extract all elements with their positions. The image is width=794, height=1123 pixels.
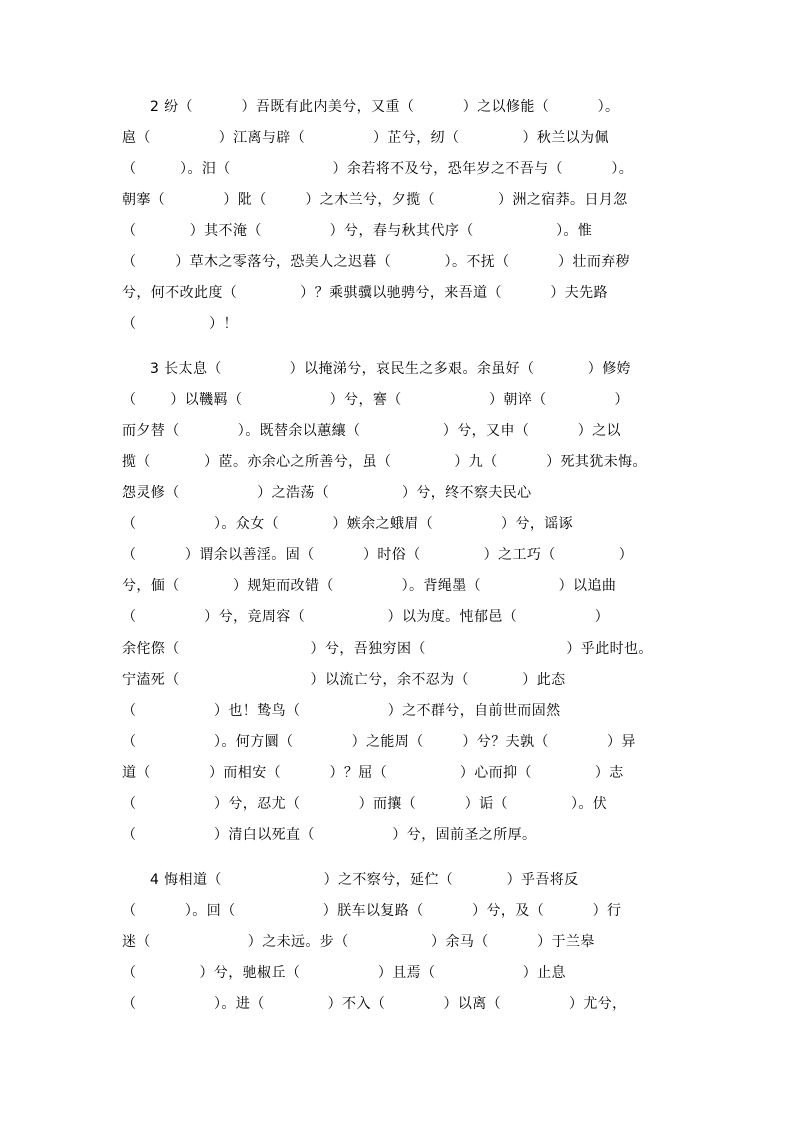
section-3-line-7: （ ）谓余以善淫。固（ ）时俗（ ）之工巧（ ）: [122, 547, 634, 563]
section-4-line-1: 4 悔相道（ ）之不察兮，延伫（ ）乎吾将反: [150, 872, 579, 888]
section-2-line-7: 兮，何不改此度（ ）？乘骐骥以驰骋兮，来吾道（ ）夫先路: [122, 285, 608, 301]
section-3-line-5: 怨灵修（ ）之浩荡（ ）兮，终不察夫民心: [122, 485, 532, 501]
section-4-line-3: 迷（ ）之未远。步（ ）余马（ ）于兰皋: [122, 934, 595, 950]
section-2-line-4: 朝搴（ ）阰（ ）之木兰兮，夕揽（ ）洲之宿莽。日月忽: [122, 192, 628, 208]
section-3-line-15: （ ）兮，忍尤（ ）而攘（ ）诟（ ）。伏: [122, 796, 608, 812]
section-3-line-1: 3 长太息（ ）以掩涕兮，哀民生之多艰。余虽好（ ）修姱: [150, 361, 632, 377]
section-3-line-3: 而夕替（ ）。既替余以蕙纕（ ）兮，又申（ ）之以: [122, 423, 621, 439]
section-3-line-11: 宁溘死（ ）以流亡兮，余不忍为（ ）此态: [122, 672, 566, 688]
section-3-line-16: （ ）清白以死直（ ）兮，固前圣之所厚。: [122, 827, 537, 843]
section-3-line-13: （ ）。何方圜（ ）之能周（ ）兮？夫孰（ ）异: [122, 734, 636, 750]
section-2-line-6: （ ）草木之零落兮，恐美人之迟暮（ ）。不抚（ ）壮而弃秽: [122, 254, 631, 270]
section-3-line-6: （ ）。众女（ ）嫉余之蛾眉（ ）兮，谣诼: [122, 516, 574, 532]
section-3-line-12: （ ）也！鸷鸟（ ）之不群兮，自前世而固然: [122, 703, 561, 719]
section-2-line-3: （ ）。汨（ ）余若将不及兮，恐年岁之不吾与（ ）。: [122, 161, 634, 177]
section-2-line-5: （ ）其不淹（ ）兮，春与秋其代序（ ）。惟: [122, 223, 593, 239]
section-3-line-4: 揽（ ）茝。亦余心之所善兮，虽（ ）九（ ）死其犹未悔。: [122, 454, 647, 470]
section-3-line-8: 兮，偭（ ）规矩而改错（ ）。背绳墨（ ）以追曲: [122, 578, 617, 594]
section-4-line-4: （ ）兮，驰椒丘（ ）且焉（ ）止息: [122, 965, 566, 981]
section-3-line-14: 道（ ）而相安（ ）？屈（ ）心而抑（ ）志: [122, 765, 624, 781]
section-3-line-2: （ ）以鞿羁（ ）兮，謇（ ）朝谇（ ）: [122, 392, 629, 408]
section-3-line-9: （ ）兮，竞周容（ ）以为度。忳郁邑（ ）: [122, 609, 610, 625]
section-3-line-10: 余侘傺（ ）兮，吾独穷困（ ）乎此时也。: [122, 641, 653, 657]
section-2-line-1: 2 纷（ ）吾既有此内美兮，又重（ ）之以修能（ ）。: [150, 99, 620, 115]
section-4-line-2: （ ）。回（ ）朕车以复路（ ）兮，及（ ）行: [122, 903, 622, 919]
section-2-line-8: （ ）！: [122, 316, 238, 332]
section-2-line-2: 扈（ ）江离与辟（ ）芷兮，纫（ ）秋兰以为佩: [122, 130, 609, 146]
section-4-line-5: （ ）。进（ ）不入（ ）以离（ ）尤兮，: [122, 996, 627, 1012]
